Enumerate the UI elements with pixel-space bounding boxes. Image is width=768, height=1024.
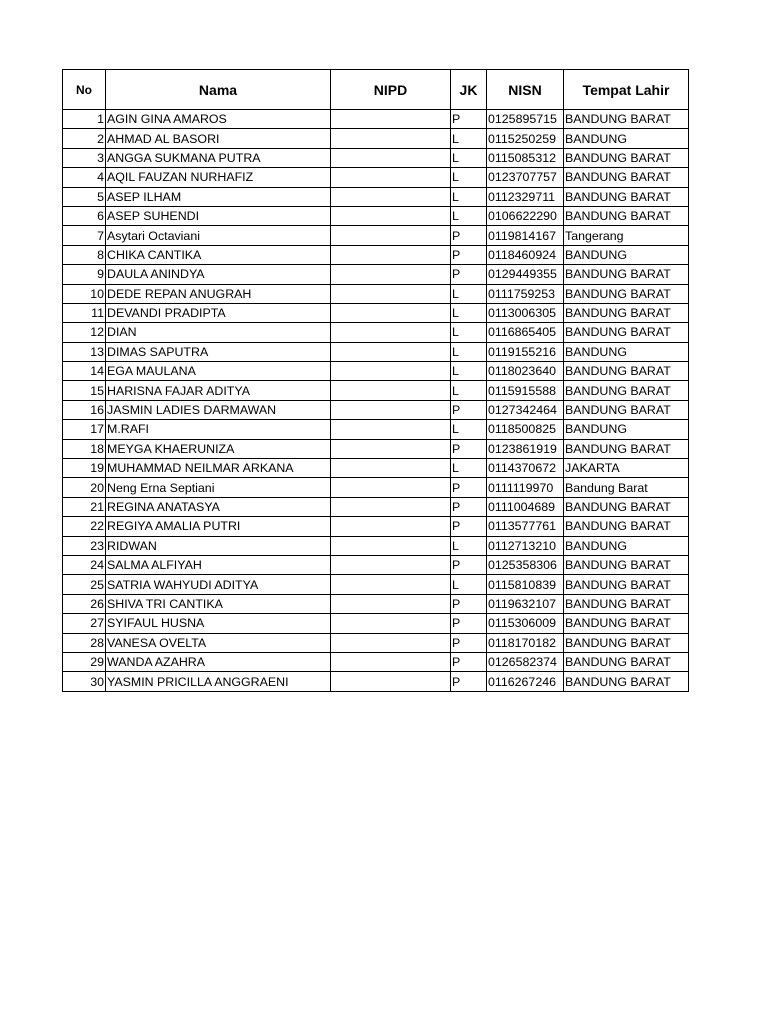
cell-tempat-lahir: BANDUNG BARAT [564,555,689,574]
cell-nama: CHIKA CANTIKA [106,245,331,264]
cell-tempat-lahir: BANDUNG BARAT [564,594,689,613]
cell-tempat-lahir: BANDUNG BARAT [564,187,689,206]
cell-nisn: 0118023640 [487,362,564,381]
cell-no: 8 [63,245,106,264]
cell-jk: L [451,168,487,187]
cell-no: 30 [63,672,106,691]
cell-tempat-lahir: BANDUNG [564,129,689,148]
cell-nama: Asytari Octaviani [106,226,331,245]
cell-no: 12 [63,323,106,342]
cell-nipd [331,575,451,594]
cell-nama: REGINA ANATASYA [106,497,331,516]
cell-nisn: 0125895715 [487,110,564,129]
table-row [63,652,689,671]
table-row [63,206,689,225]
cell-nisn: 0112329711 [487,187,564,206]
cell-nipd [331,536,451,555]
cell-no: 28 [63,633,106,652]
table-row [63,381,689,400]
table-row [63,168,689,187]
cell-no: 13 [63,342,106,361]
cell-tempat-lahir: BANDUNG BARAT [564,110,689,129]
cell-nipd [331,594,451,613]
header-nisn: NISN [487,70,564,110]
table-row [63,555,689,574]
cell-nipd [331,226,451,245]
cell-nipd [331,168,451,187]
cell-nisn: 0116267246 [487,672,564,691]
table-row [63,284,689,303]
cell-no: 11 [63,303,106,322]
cell-jk: P [451,652,487,671]
cell-no: 17 [63,420,106,439]
cell-no: 6 [63,206,106,225]
cell-jk: L [451,129,487,148]
cell-tempat-lahir: BANDUNG [564,245,689,264]
cell-nama: ASEP ILHAM [106,187,331,206]
cell-jk: L [451,420,487,439]
cell-no: 27 [63,614,106,633]
cell-no: 21 [63,497,106,516]
cell-nipd [331,652,451,671]
student-table-sheet [62,69,689,692]
cell-tempat-lahir: BANDUNG BARAT [564,633,689,652]
cell-nisn: 0113577761 [487,517,564,536]
cell-tempat-lahir: BANDUNG BARAT [564,575,689,594]
cell-nama: VANESA OVELTA [106,633,331,652]
cell-nipd [331,303,451,322]
cell-tempat-lahir: BANDUNG BARAT [564,362,689,381]
cell-nama: MUHAMMAD NEILMAR ARKANA [106,459,331,478]
cell-tempat-lahir: JAKARTA [564,459,689,478]
cell-tempat-lahir: Tangerang [564,226,689,245]
cell-nisn: 0115915588 [487,381,564,400]
cell-no: 3 [63,148,106,167]
cell-nipd [331,672,451,691]
cell-tempat-lahir: BANDUNG BARAT [564,439,689,458]
cell-nipd [331,420,451,439]
cell-no: 29 [63,652,106,671]
cell-tempat-lahir: BANDUNG BARAT [564,517,689,536]
cell-nisn: 0116865405 [487,323,564,342]
cell-nama: AQIL FAUZAN NURHAFIZ [106,168,331,187]
cell-jk: L [451,284,487,303]
cell-jk: P [451,478,487,497]
cell-jk: P [451,672,487,691]
cell-tempat-lahir: BANDUNG BARAT [564,206,689,225]
table-row [63,129,689,148]
header-nama: Nama [106,70,331,110]
cell-no: 22 [63,517,106,536]
cell-no: 4 [63,168,106,187]
cell-jk: P [451,110,487,129]
cell-nisn: 0129449355 [487,265,564,284]
cell-nisn: 0118500825 [487,420,564,439]
cell-nisn: 0118170182 [487,633,564,652]
table-row [63,672,689,691]
cell-nama: JASMIN LADIES DARMAWAN [106,400,331,419]
cell-nisn: 0123861919 [487,439,564,458]
cell-nama: ASEP SUHENDI [106,206,331,225]
cell-no: 1 [63,110,106,129]
cell-nipd [331,555,451,574]
cell-no: 18 [63,439,106,458]
cell-nisn: 0115250259 [487,129,564,148]
cell-nipd [331,323,451,342]
table-row [63,323,689,342]
cell-nipd [331,517,451,536]
cell-nipd [331,148,451,167]
cell-jk: L [451,323,487,342]
table-row [63,303,689,322]
cell-no: 2 [63,129,106,148]
table-row [63,148,689,167]
cell-tempat-lahir: Bandung Barat [564,478,689,497]
cell-jk: P [451,245,487,264]
cell-jk: L [451,459,487,478]
header-nipd: NIPD [331,70,451,110]
header-tempat-lahir: Tempat Lahir [564,70,689,110]
cell-no: 26 [63,594,106,613]
cell-nisn: 0118460924 [487,245,564,264]
cell-nisn: 0115810839 [487,575,564,594]
cell-jk: L [451,381,487,400]
cell-nama: DIMAS SAPUTRA [106,342,331,361]
cell-nisn: 0115085312 [487,148,564,167]
cell-no: 24 [63,555,106,574]
cell-nisn: 0111119970 [487,478,564,497]
cell-jk: P [451,400,487,419]
cell-tempat-lahir: BANDUNG BARAT [564,168,689,187]
cell-nipd [331,362,451,381]
cell-nama: HARISNA FAJAR ADITYA [106,381,331,400]
cell-tempat-lahir: BANDUNG [564,342,689,361]
cell-tempat-lahir: BANDUNG BARAT [564,303,689,322]
table-row [63,420,689,439]
cell-no: 25 [63,575,106,594]
table-row [63,497,689,516]
cell-nipd [331,614,451,633]
table-row [63,400,689,419]
cell-nama: DEVANDI PRADIPTA [106,303,331,322]
cell-jk: P [451,226,487,245]
cell-nisn: 0125358306 [487,555,564,574]
cell-jk: L [451,342,487,361]
cell-nama: AHMAD AL BASORI [106,129,331,148]
cell-tempat-lahir: BANDUNG BARAT [564,265,689,284]
cell-tempat-lahir: BANDUNG BARAT [564,400,689,419]
cell-nipd [331,478,451,497]
table-row [63,265,689,284]
cell-nisn: 0126582374 [487,652,564,671]
cell-no: 14 [63,362,106,381]
cell-nipd [331,459,451,478]
cell-nama: DEDE REPAN ANUGRAH [106,284,331,303]
cell-nisn: 0106622290 [487,206,564,225]
cell-nisn: 0113006305 [487,303,564,322]
cell-no: 10 [63,284,106,303]
cell-jk: L [451,536,487,555]
table-row [63,342,689,361]
cell-nama: DAULA ANINDYA [106,265,331,284]
student-table [62,69,689,692]
table-row [63,110,689,129]
cell-tempat-lahir: BANDUNG BARAT [564,672,689,691]
cell-jk: P [451,614,487,633]
table-row [63,459,689,478]
cell-nama: SATRIA WAHYUDI ADITYA [106,575,331,594]
cell-tempat-lahir: BANDUNG BARAT [564,497,689,516]
cell-tempat-lahir: BANDUNG BARAT [564,284,689,303]
cell-no: 15 [63,381,106,400]
cell-jk: P [451,497,487,516]
cell-nama: REGIYA AMALIA PUTRI [106,517,331,536]
table-row [63,594,689,613]
table-row [63,633,689,652]
table-row [63,614,689,633]
cell-nisn: 0123707757 [487,168,564,187]
cell-nisn: 0112713210 [487,536,564,555]
cell-tempat-lahir: BANDUNG BARAT [564,323,689,342]
cell-no: 7 [63,226,106,245]
cell-tempat-lahir: BANDUNG [564,536,689,555]
cell-nisn: 0119632107 [487,594,564,613]
cell-nisn: 0111759253 [487,284,564,303]
cell-nipd [331,400,451,419]
table-row [63,362,689,381]
cell-nipd [331,129,451,148]
cell-nama: SHIVA TRI CANTIKA [106,594,331,613]
cell-nama: AGIN GINA AMAROS [106,110,331,129]
cell-nisn: 0119155216 [487,342,564,361]
table-row [63,226,689,245]
cell-tempat-lahir: BANDUNG BARAT [564,381,689,400]
cell-nipd [331,284,451,303]
cell-jk: L [451,206,487,225]
cell-tempat-lahir: BANDUNG BARAT [564,652,689,671]
header-jk: JK [451,70,487,110]
table-row [63,575,689,594]
cell-no: 5 [63,187,106,206]
cell-nama: WANDA AZAHRA [106,652,331,671]
cell-jk: L [451,148,487,167]
cell-nipd [331,633,451,652]
cell-nama: RIDWAN [106,536,331,555]
table-row [63,187,689,206]
cell-nama: SALMA ALFIYAH [106,555,331,574]
cell-jk: P [451,517,487,536]
cell-nama: DIAN [106,323,331,342]
cell-jk: P [451,439,487,458]
cell-nipd [331,439,451,458]
cell-jk: L [451,303,487,322]
cell-tempat-lahir: BANDUNG BARAT [564,614,689,633]
cell-nipd [331,206,451,225]
cell-nipd [331,381,451,400]
cell-nama: YASMIN PRICILLA ANGGRAENI [106,672,331,691]
cell-jk: P [451,633,487,652]
cell-nisn: 0114370672 [487,459,564,478]
cell-jk: L [451,187,487,206]
cell-nisn: 0111004689 [487,497,564,516]
cell-jk: P [451,594,487,613]
header-no: No [63,70,106,110]
cell-no: 19 [63,459,106,478]
table-row [63,245,689,264]
cell-nipd [331,265,451,284]
cell-nama: SYIFAUL HUSNA [106,614,331,633]
cell-nisn: 0119814167 [487,226,564,245]
table-header-row [63,70,689,110]
cell-tempat-lahir: BANDUNG BARAT [564,148,689,167]
cell-no: 16 [63,400,106,419]
table-row [63,536,689,555]
cell-nipd [331,187,451,206]
cell-no: 20 [63,478,106,497]
cell-nama: ANGGA SUKMANA PUTRA [106,148,331,167]
table-row [63,517,689,536]
cell-nipd [331,497,451,516]
cell-nisn: 0127342464 [487,400,564,419]
cell-nama: Neng Erna Septiani [106,478,331,497]
cell-nisn: 0115306009 [487,614,564,633]
cell-nama: M.RAFI [106,420,331,439]
cell-no: 9 [63,265,106,284]
cell-nipd [331,245,451,264]
table-row [63,439,689,458]
cell-no: 23 [63,536,106,555]
cell-jk: L [451,575,487,594]
table-row [63,478,689,497]
cell-nama: MEYGA KHAERUNIZA [106,439,331,458]
cell-tempat-lahir: BANDUNG [564,420,689,439]
cell-nipd [331,342,451,361]
cell-jk: L [451,362,487,381]
table-body [63,110,689,692]
cell-nipd [331,110,451,129]
cell-jk: P [451,555,487,574]
cell-jk: P [451,265,487,284]
cell-nama: EGA MAULANA [106,362,331,381]
